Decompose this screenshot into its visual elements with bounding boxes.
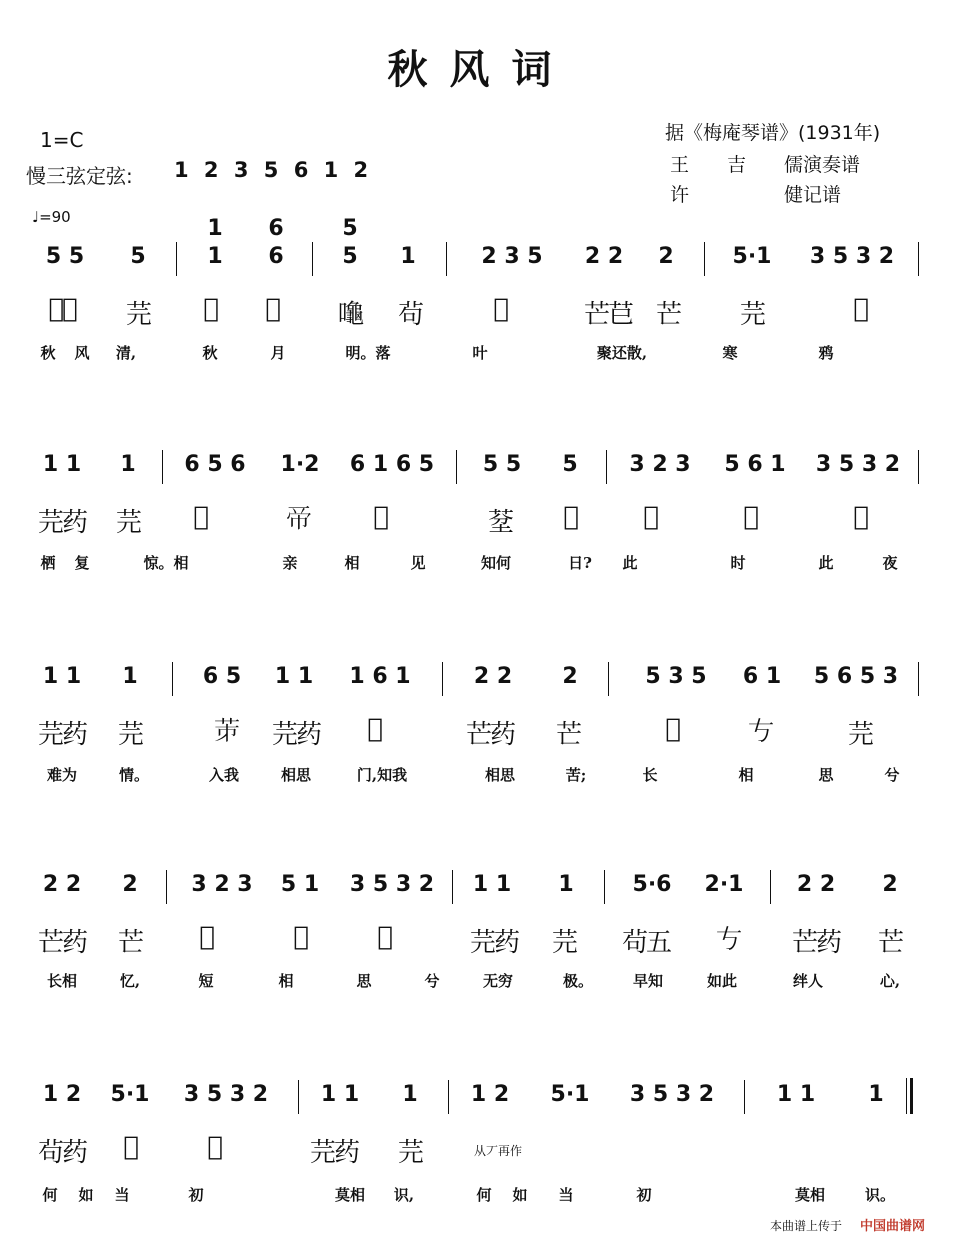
page-title: 秋风词 <box>387 47 574 93</box>
lyric: 长 <box>642 766 658 784</box>
bar-line <box>744 1080 745 1114</box>
lyric: 识。 <box>864 1186 896 1204</box>
note-group: 2 <box>562 664 578 689</box>
jianzi-tablature <box>0 502 961 552</box>
notation-line <box>0 232 961 292</box>
lyric: 长相 <box>46 972 78 990</box>
lyric: 月 <box>270 344 286 362</box>
note-group: 5 6 1 <box>724 452 786 477</box>
tab-glyph: 𣗥 <box>743 502 757 532</box>
tab-glyph: 芫 <box>397 1138 423 1168</box>
tab-glyph: 芫 <box>125 300 151 330</box>
bar-line <box>918 242 919 276</box>
tab-glyph: 𦭄 <box>213 717 239 747</box>
note-group: 1 1 <box>472 872 512 897</box>
tab-glyph: 𪚩 <box>337 300 363 330</box>
tab-glyph: 芒药 <box>465 720 515 750</box>
bar-line <box>176 242 177 276</box>
tab-glyph: 𦮛 <box>377 922 391 952</box>
note-group: 5 6 5 3 <box>813 664 899 689</box>
tab-glyph: 𦮛 <box>207 1132 221 1162</box>
lyric: 日? <box>568 554 592 572</box>
note-group: 5 1 <box>280 872 320 897</box>
tab-glyph: 𣗥 <box>123 1132 137 1162</box>
bar-line <box>608 662 609 696</box>
note-group: 2 <box>122 872 138 897</box>
tab-glyph: 𣗥 <box>293 922 307 952</box>
note-group: 2 3 5 <box>481 244 543 269</box>
note-group: 3 5 3 2 <box>349 872 435 897</box>
lyric: 忆, <box>119 972 141 990</box>
note-group: 5 5 <box>482 452 522 477</box>
tab-glyph: 𠀁 <box>715 925 741 955</box>
bar-line <box>166 870 167 904</box>
lyric: 莫相 <box>794 1186 826 1204</box>
lyric: 见 <box>410 554 426 572</box>
lyric: 聚还散, <box>596 344 648 362</box>
bar-line <box>918 450 919 484</box>
lyric: 初 <box>636 1186 652 1204</box>
tab-glyph: 𦯀 <box>487 508 513 538</box>
bar-line <box>446 242 447 276</box>
lyric: 亲 <box>282 554 298 572</box>
note-group: 1 1 <box>42 452 82 477</box>
lyric: 心, <box>879 972 901 990</box>
lyric: 短 <box>198 972 214 990</box>
tab-glyph: 𪟔 <box>199 922 213 952</box>
lyric: 相 <box>738 766 754 784</box>
lyric: 苦; <box>565 766 587 784</box>
lyric: 入我 <box>208 766 240 784</box>
key-signature: 1=C <box>40 128 84 152</box>
note-group: 3 5 3 2 <box>815 452 901 477</box>
note-group: 1 1 <box>776 1082 816 1107</box>
note-group: 2 2 <box>42 872 82 897</box>
lyric: 鸦 <box>818 344 834 362</box>
lyric: 相 <box>344 554 360 572</box>
tab-glyph: 芫 <box>117 720 143 750</box>
note-group: 1 1 <box>320 1082 360 1107</box>
tab-glyph: 芫药 <box>469 928 519 958</box>
tempo-marking: ♩=90 <box>32 208 71 226</box>
bar-line <box>604 870 605 904</box>
performer-credit: 王 吉 儒演奏谱 <box>670 154 861 176</box>
tab-glyph: 𦮛 <box>373 502 387 532</box>
note-group: 2 2 <box>473 664 513 689</box>
tab-glyph: 芫药 <box>37 508 87 538</box>
note-group: 6 5 <box>202 664 242 689</box>
tab-glyph: 𪜀 <box>265 294 279 324</box>
tab-glyph: 𪟔 <box>203 294 217 324</box>
lyric: 门,知我 <box>356 766 408 784</box>
lyric: 此 <box>818 554 834 572</box>
bar-line <box>442 662 443 696</box>
note-group: 3 5 3 2 <box>629 1082 715 1107</box>
note-group: 5·1 <box>550 1082 590 1107</box>
note-group: 5·1 <box>110 1082 150 1107</box>
tab-glyph: 芫 <box>551 928 577 958</box>
note-group: 6 1 <box>742 664 782 689</box>
note-group: 5 5 <box>45 244 85 269</box>
lyric: 当 <box>114 1186 130 1204</box>
note-group: 5 <box>130 244 146 269</box>
tab-glyph: 芒 <box>655 300 681 330</box>
note-group: 1 1 <box>42 664 82 689</box>
tab-glyph: 𪟔 <box>665 714 679 744</box>
lyric: 何 <box>42 1186 58 1204</box>
upper-note: 6 <box>268 216 284 241</box>
note-group: 5 <box>342 244 358 269</box>
lyric: 寒 <box>722 344 738 362</box>
lyric: 情。 <box>118 766 150 784</box>
lyric: 如 <box>78 1186 94 1204</box>
note-group: 6 5 6 <box>184 452 246 477</box>
tab-glyph: 𫓈 <box>493 294 507 324</box>
lyric: 初 <box>188 1186 204 1204</box>
tab-glyph: 芫 <box>115 508 141 538</box>
lyric: 当 <box>558 1186 574 1204</box>
lyric: 时 <box>730 554 746 572</box>
tab-glyph: 芒药 <box>37 928 87 958</box>
note-group: 6 <box>268 244 284 269</box>
notation-line <box>0 1070 961 1130</box>
note-group: 1 <box>120 452 136 477</box>
lyric: 复 <box>74 554 90 572</box>
tab-glyph: 芒 <box>117 928 143 958</box>
lyric: 兮 <box>884 766 900 784</box>
note-group: 5 3 5 <box>645 664 707 689</box>
lyric: 识, <box>393 1186 415 1204</box>
note-group: 1 <box>558 872 574 897</box>
tab-glyph: 𪟔 <box>643 502 657 532</box>
note-group: 2·1 <box>704 872 744 897</box>
footer-upload-note: 本曲谱上传于 <box>770 1219 843 1233</box>
upper-note: 1 <box>207 216 223 241</box>
lyric: 思 <box>356 972 372 990</box>
note-group: 1 1 <box>274 664 314 689</box>
note-group: 3 5 3 2 <box>809 244 895 269</box>
lyric: 秋 <box>40 344 56 362</box>
tab-glyph: 芫药 <box>271 720 321 750</box>
bar-line <box>298 1080 299 1114</box>
bar-line <box>456 450 457 484</box>
lyric: 极。 <box>562 972 594 990</box>
note-group: 1 <box>402 1082 418 1107</box>
lyric: 何 <box>476 1186 492 1204</box>
notation-line <box>0 860 961 920</box>
tab-glyph: 𦮛 <box>853 294 867 324</box>
lyric: 相思 <box>280 766 312 784</box>
note-group: 5 <box>562 452 578 477</box>
tab-glyph: 芒药 <box>791 928 841 958</box>
lyric: 叶 <box>472 344 488 362</box>
bar-line <box>918 662 919 696</box>
site-logo[interactable]: 中国曲谱网 <box>860 1219 926 1234</box>
tab-glyph: 𦬒 <box>563 502 577 532</box>
lyric: 知何 <box>480 554 512 572</box>
tab-glyph: 芒𦬊 <box>583 300 633 330</box>
lyric: 相思 <box>484 766 516 784</box>
upper-note: 5 <box>342 216 358 241</box>
tab-glyph: 芫药 <box>37 720 87 750</box>
tuning-notes: 1 2 3 5 6 1 2 <box>174 158 373 182</box>
lyric: 清, <box>115 344 137 362</box>
lyric: 兮 <box>424 972 440 990</box>
source-note: 据《梅庵琴谱》(1931年) <box>665 122 881 144</box>
bar-line <box>172 662 173 696</box>
bar-line <box>606 450 607 484</box>
notation-line <box>0 652 961 712</box>
tuning-label: 慢三弦定弦: <box>26 164 133 188</box>
bar-line <box>452 870 453 904</box>
bar-line <box>770 870 771 904</box>
note-group: 1·2 <box>280 452 320 477</box>
lyric: 明。落 <box>345 344 391 362</box>
note-group: 2 <box>658 244 674 269</box>
tab-glyph: 𪟔 <box>193 502 207 532</box>
note-group: 1 6 1 <box>349 664 411 689</box>
lyric: 思 <box>818 766 834 784</box>
note-group: 3 5 3 2 <box>183 1082 269 1107</box>
jianzi-tablature <box>0 1132 961 1182</box>
lyric: 此 <box>622 554 638 572</box>
lyric: 如此 <box>706 972 738 990</box>
tab-glyph: 茍五 <box>621 928 671 958</box>
bar-line <box>162 450 163 484</box>
lyric: 惊。相 <box>143 554 189 572</box>
jianzi-tablature <box>0 294 961 344</box>
note-group: 1 2 <box>470 1082 510 1107</box>
tab-glyph: 𫐆药 <box>48 294 76 324</box>
lyric: 难为 <box>46 766 78 784</box>
tab-instruction: 从丆再作 <box>473 1144 523 1158</box>
note-group: 2 2 <box>796 872 836 897</box>
lyric: 莫相 <box>334 1186 366 1204</box>
note-group: 1 2 <box>42 1082 82 1107</box>
lyric: 栖 <box>40 554 56 572</box>
jianzi-tablature <box>0 714 961 764</box>
lyric: 夜 <box>882 554 898 572</box>
tab-glyph: 𢂇 <box>285 505 311 535</box>
tab-glyph: 𦮛 <box>367 714 381 744</box>
tab-glyph: 芫药 <box>309 1138 359 1168</box>
tab-glyph: 茍 <box>397 300 423 330</box>
transcriber-credit: 许 健记谱 <box>670 184 842 206</box>
bar-line <box>312 242 313 276</box>
notation-line <box>0 440 961 500</box>
tab-glyph: 𠀁 <box>747 717 773 747</box>
note-group: 3 2 3 <box>191 872 253 897</box>
note-group: 5·1 <box>732 244 772 269</box>
bar-line <box>448 1080 449 1114</box>
lyric: 无穷 <box>482 972 514 990</box>
tab-glyph: 芫 <box>847 720 873 750</box>
jianzi-tablature <box>0 922 961 972</box>
lyric: 如 <box>512 1186 528 1204</box>
note-group: 1 <box>122 664 138 689</box>
tab-glyph: 芒 <box>877 928 903 958</box>
note-group: 5·6 <box>632 872 672 897</box>
lyric: 风 <box>74 344 90 362</box>
tab-glyph: 芒 <box>555 720 581 750</box>
lyric: 绊人 <box>792 972 824 990</box>
note-group: 1 <box>207 244 223 269</box>
lyric: 相 <box>278 972 294 990</box>
note-group: 3 2 3 <box>629 452 691 477</box>
note-group: 6 1 6 5 <box>349 452 435 477</box>
tab-glyph: 茍药 <box>37 1138 87 1168</box>
lyric: 秋 <box>202 344 218 362</box>
tab-glyph: 𦮛 <box>853 502 867 532</box>
note-group: 2 2 <box>584 244 624 269</box>
note-group: 1 <box>400 244 416 269</box>
lyric: 早知 <box>632 972 664 990</box>
tab-glyph: 芫 <box>739 300 765 330</box>
note-group: 2 <box>882 872 898 897</box>
note-group: 1 <box>868 1082 884 1107</box>
final-bar-line <box>906 1078 913 1114</box>
bar-line <box>704 242 705 276</box>
